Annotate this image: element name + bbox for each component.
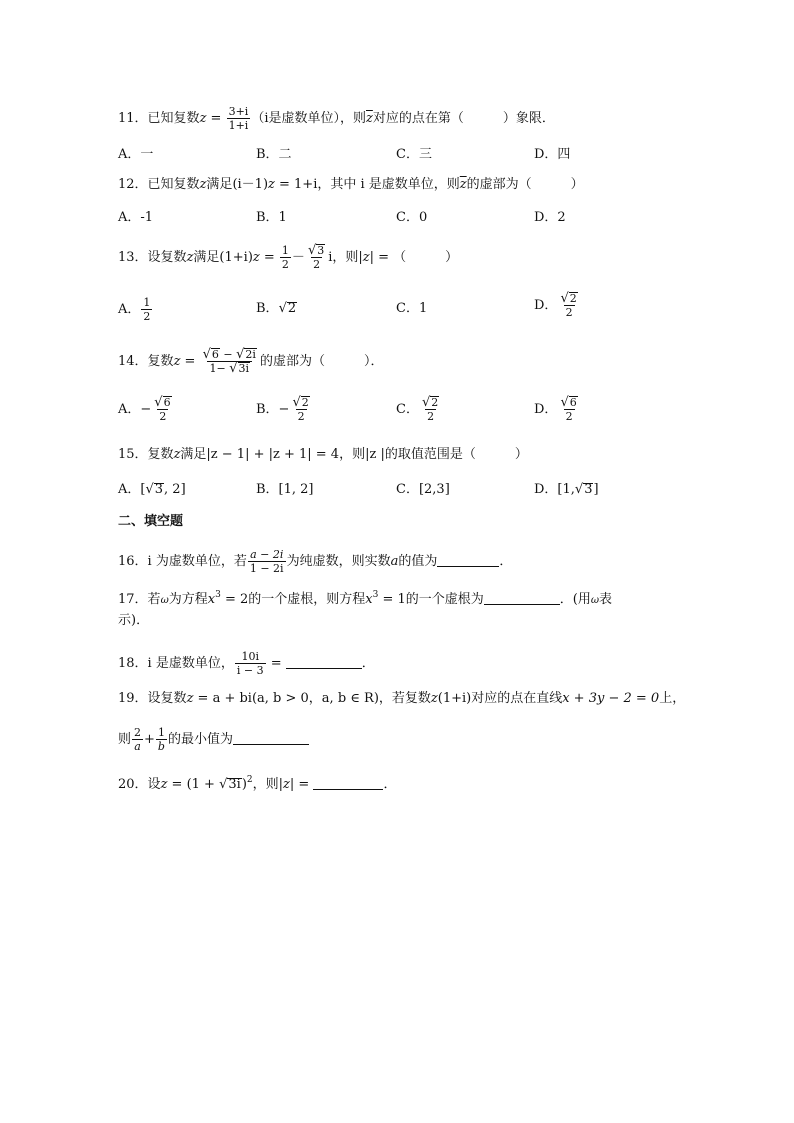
q14-option-b[interactable]: B．− √ 2 2 (256, 395, 309, 423)
q14-num-a: 6 (211, 348, 219, 361)
q15-option-c[interactable]: C．[2,3] (396, 482, 450, 497)
q16-answer-blank[interactable] (437, 552, 499, 567)
q13-fraction-1 (280, 244, 291, 271)
q16-fraction-den: 1 − 2i (249, 562, 284, 575)
q17-mid4: = 1的一个虚根为 (378, 592, 484, 607)
q17-var-x2: x (365, 592, 373, 607)
q19-f2-num: 1 (157, 726, 165, 739)
q13-option-a-num: 1 (143, 296, 151, 309)
q11-fraction-num: 3+i (228, 105, 249, 118)
q12-var-z: z (199, 177, 207, 192)
q20-mid: ，则 (252, 777, 279, 792)
q15-option-d-end: ] (593, 482, 599, 497)
q13-option-a-label: A． (118, 302, 141, 317)
q13-option-b[interactable]: B． √ 2 (256, 301, 297, 316)
q18-equals: = (266, 656, 286, 671)
q14-option-b-rad: 2 (301, 396, 309, 409)
q19-f2-den: b (157, 740, 165, 753)
q13-f1-den: 2 (281, 258, 289, 271)
question-11 (118, 105, 555, 132)
q18-prefix: i 是虚数单位， (147, 656, 234, 671)
q14-den-pre: 1− (209, 362, 230, 375)
q13-option-d-den: 2 (565, 306, 573, 319)
q13-equals: = (259, 250, 279, 265)
q17-exp: 3 (215, 590, 221, 600)
q19-mid2: (1+i)对应的点在直线 (437, 691, 563, 706)
q17-omega: ω (160, 595, 169, 606)
q14-option-d-den: 2 (565, 410, 573, 423)
q12-number: 12． (118, 177, 148, 192)
q11-fraction (227, 105, 251, 132)
q15-option-b[interactable]: B．[1, 2] (256, 482, 314, 497)
q20-end: ． (383, 777, 397, 792)
q13-number: 13． (118, 250, 148, 265)
q13-option-a[interactable] (118, 296, 153, 323)
q16-end: ． (499, 554, 513, 569)
q11-fraction-den: 1+i (228, 119, 249, 132)
q14-option-a-rad: 6 (163, 396, 171, 409)
q19-f1-num: 2 (134, 726, 142, 739)
q19-number: 19． (118, 691, 148, 706)
q18-fraction-den: i − 3 (236, 664, 264, 677)
q16-fraction (248, 548, 286, 575)
question-19-continued (118, 726, 309, 753)
q13-f2-den: 2 (313, 258, 321, 271)
q13-option-b-label: B． (256, 301, 279, 316)
q20-equals2: = (294, 777, 314, 792)
q13-option-d-label: D． (534, 298, 558, 313)
q12-var-zbar: $\overline{z}$ (459, 177, 467, 192)
q16-fraction-num: a − 2i (250, 548, 284, 561)
question-20: 20．设z = (1 + √ 3i )$^2$，则|z| = ． (118, 775, 397, 792)
q12-option-d[interactable]: D．2 (534, 210, 566, 225)
q20-answer-blank[interactable] (313, 775, 383, 790)
q16-var-a: a (390, 554, 399, 569)
question-19 (118, 690, 685, 708)
q15-suffix: 满足|z − 1| + |z + 1| = 4，则|z |的取值范围是（ ） (180, 447, 528, 462)
q16-prefix: i 为虚数单位，若 (147, 554, 247, 569)
q13-fraction-2: √ 3 2 (307, 243, 325, 271)
q18-fraction-num: 10i (241, 650, 259, 663)
q15-option-a-label: A．[ (118, 482, 146, 497)
q16-mid: 为纯虚数，则实数 (286, 554, 391, 569)
q13-var-z: z (186, 250, 194, 265)
q15-prefix: 复数 (147, 447, 174, 462)
q20-number: 20． (118, 777, 148, 792)
q17-var-x: x (207, 592, 216, 607)
q11-option-d[interactable]: D．四 (534, 147, 571, 162)
q11-option-a[interactable]: A．一 (118, 147, 154, 162)
q19-var-z2: z (430, 691, 438, 706)
q13-abs: |z| (358, 250, 375, 265)
q19-mid: = a + bi(a, b > 0，a, b ∈ R)，若复数 (193, 691, 431, 706)
q15-option-d-label: D．[1, (534, 482, 575, 497)
q11-equals: = (206, 111, 226, 126)
q13-f2-num: 3 (317, 244, 325, 257)
q18-end: ． (361, 656, 375, 671)
q14-option-a-label: A．− (118, 402, 152, 417)
q14-equals: = (180, 354, 200, 369)
q17-prefix: 若 (147, 592, 161, 607)
q14-var-z: z (173, 354, 181, 369)
q16-number: 16． (118, 554, 148, 569)
q12-var-z2: z (268, 177, 275, 192)
q18-number: 18． (118, 656, 148, 671)
q13-option-a-den: 2 (143, 310, 151, 323)
q13-f1-num: 1 (281, 244, 289, 257)
q12-option-a[interactable]: A．-1 (118, 210, 154, 225)
q20-var-z: z (160, 777, 168, 792)
q20-rad: 3i (228, 777, 241, 792)
q13-option-d-frac: √ 2 2 (560, 291, 577, 319)
question-12 (118, 176, 584, 194)
q19-answer-blank[interactable] (233, 730, 309, 745)
q19-prefix: 设复数 (147, 691, 187, 706)
q14-prefix: 复数 (147, 354, 174, 369)
q14-option-b-den: 2 (297, 410, 305, 423)
q19-plus: + (144, 732, 155, 747)
q17-mid1: 为方程 (168, 592, 208, 607)
section-heading-fill-in: 二、填空题 (118, 514, 184, 529)
q14-num-minus: − (219, 348, 237, 361)
q14-num-b: 2i (245, 348, 256, 361)
q20-abs: |z| (278, 777, 295, 792)
q12-prefix: 已知复数 (147, 177, 200, 192)
q18-fraction (235, 650, 266, 677)
q12-expr2: = 1+i，其中 i 是虚数单位，则 (274, 177, 460, 192)
q17-omega2: ω (590, 595, 600, 606)
q11-suffix: 对应的点在第（ ）象限． (372, 111, 555, 126)
q13-prefix: 设复数 (147, 250, 187, 265)
q19-line2-suffix: 的最小值为 (167, 732, 233, 747)
q13-mid: 满足(1+i) (193, 250, 253, 265)
q20-prefix: 设 (147, 777, 161, 792)
question-13 (118, 244, 458, 271)
q13-option-a-frac (141, 296, 152, 323)
q11-var-zbar: $\overline{z}$ (366, 111, 373, 126)
q15-option-a-end: , 2] (164, 482, 186, 497)
q19-fraction-2 (156, 726, 167, 753)
q12-option-b[interactable]: B．1 (256, 210, 287, 225)
q20-paren: ) (241, 777, 247, 792)
q14-fraction: √ 6 − √ 2i 1− √ 3i (202, 347, 256, 376)
q15-option-d-rad: 3 (584, 482, 593, 497)
q17-mid2: = 2 (220, 592, 249, 607)
question-17 (118, 586, 612, 610)
q15-number: 15． (118, 447, 148, 462)
q19-fraction-1 (132, 726, 143, 753)
q20-equals: = (1 + (167, 777, 220, 792)
question-14 (118, 348, 383, 375)
q13-suffix: = （ ） (374, 250, 459, 265)
question-17-continued: 示)． (118, 613, 150, 628)
q11-var-z: z (199, 111, 207, 126)
q17-exp2: 3 (372, 590, 379, 600)
q17-mid3: 的一个虚根，则方程 (248, 592, 366, 607)
q12-suffix: 的虚部为（ ） (466, 177, 584, 192)
q17-suffix2: 表 (599, 592, 613, 607)
q14-suffix: 的虚部为（ ）． (259, 354, 384, 369)
q14-option-c-label: C． (396, 402, 419, 417)
q13-option-d[interactable] (534, 292, 581, 319)
q13-i: i，则 (328, 250, 359, 265)
q14-option-d-label: D． (534, 402, 558, 417)
q20-power: 2 (246, 775, 253, 785)
q11-prefix: 已知复数 (147, 111, 200, 126)
q13-option-b-rad: 2 (287, 301, 297, 316)
q19-f1-den: a (134, 740, 141, 753)
q17-number: 17． (118, 592, 148, 607)
question-16 (118, 548, 512, 575)
q16-suffix: 的值为 (398, 554, 438, 569)
q19-var-z: z (186, 691, 194, 706)
q13-option-d-rad: 2 (569, 292, 577, 305)
question-18 (118, 650, 375, 677)
q11-option-c[interactable]: C．三 (396, 147, 432, 162)
q14-den-rad: 3i (238, 362, 250, 375)
q15-var-z: z (173, 447, 181, 462)
q18-answer-blank[interactable] (286, 654, 362, 669)
q19-suffix: 上， (659, 691, 686, 706)
q13-minus: － (291, 250, 305, 265)
q15-option-d[interactable]: D．[1, √ 3 ] (534, 482, 599, 497)
q13-option-c[interactable]: C．1 (396, 301, 428, 316)
q11-option-b[interactable]: B．二 (256, 147, 292, 162)
q14-option-d-rad: 6 (569, 396, 577, 409)
q14-option-c-rad: 2 (431, 396, 439, 409)
q14-option-d[interactable]: D． √ 6 2 (534, 395, 577, 423)
q17-answer-blank[interactable] (484, 590, 560, 605)
q19-line2-prefix: 则 (118, 732, 132, 747)
q14-option-c-den: 2 (427, 410, 435, 423)
q14-option-b-label: B．− (256, 402, 290, 417)
q15-option-a-rad: 3 (154, 482, 164, 497)
q14-option-a[interactable]: A．− √ 6 2 (118, 395, 171, 423)
q14-number: 14． (118, 354, 148, 369)
q12-mid: 满足 (206, 177, 233, 192)
q11-number: 11． (118, 111, 148, 126)
q14-option-a-den: 2 (159, 410, 167, 423)
question-15 (118, 446, 528, 464)
q17-suffix: ．(用 (559, 592, 591, 607)
q11-note: （i是虚数单位），则 (251, 111, 366, 126)
q12-option-c[interactable]: C．0 (396, 210, 428, 225)
q14-option-c[interactable]: C． √ 2 2 (396, 395, 439, 423)
q19-line-equation: x + 3y − 2 = 0 (562, 691, 660, 706)
q13-var-z2: z (252, 250, 260, 265)
q15-option-a[interactable]: A．[ √ 3 , 2] (118, 482, 186, 497)
q12-expr: (i－1) (232, 177, 269, 192)
